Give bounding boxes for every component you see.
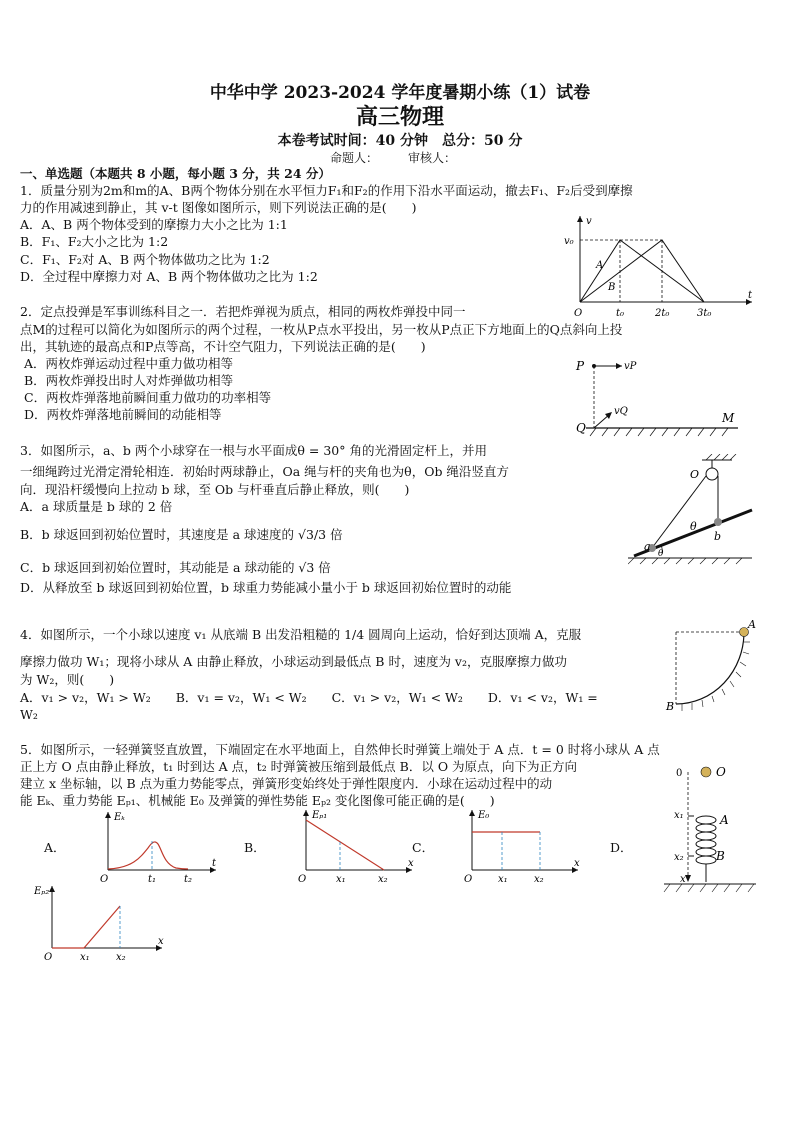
q5-option-a-label: A． <box>44 840 66 855</box>
q2-vq-label: vQ <box>614 406 628 417</box>
q1-stem-line1: 1．质量分别为2m和m的A、B两个物体分别在水平恒力F₁和F₂的作用下沿水平面运动，撤去F₁、F₂后受到摩擦 <box>20 183 633 198</box>
q3-stem-line3: 向．现沿杆缓慢向上拉动 b 球，至 Ob 与杆垂直后静止释放，则( ) <box>20 482 410 497</box>
q5-graph-d-x2: x₂ <box>116 952 126 963</box>
q3-option-c: C．b 球返回到初始位置时，其动能是 a 球动能的 √3 倍 <box>20 560 331 575</box>
q1-option-a: A．A、B 两个物体受到的摩擦力大小之比为 1:1 <box>20 217 288 232</box>
q3-stem-line1: 3．如图所示，a、b 两个小球穿在一根与水平面成θ = 30° 角的光滑固定杆上，并用 <box>20 443 487 458</box>
q4-b-label: B <box>666 700 675 713</box>
q1-t0-label: t₀ <box>616 308 625 319</box>
q5-graph-b-origin: O <box>298 874 307 885</box>
q2-projectile-figure <box>572 348 742 440</box>
q3-rod-figure <box>628 454 756 566</box>
q5-x-axis-label: x <box>680 874 686 885</box>
q5-spring-figure <box>660 756 760 900</box>
q2-q-label: Q <box>576 421 586 435</box>
q1-origin-label: O <box>574 308 583 319</box>
q1-vt-graph <box>562 210 762 322</box>
q4-options-line1: A．v₁ > v₂，W₁ > W₂ B．v₁ = v₂，W₁ < W₂ C．v₁ > v₂，W₁ < W₂ D．v₁ < v₂，W₁ = <box>20 690 598 705</box>
authors-line: 命题人： 审核人： <box>330 151 457 165</box>
q2-option-c: C．两枚炸弹落地前瞬间重力做功的功率相等 <box>24 390 272 405</box>
q4-stem-line1: 4．如图所示，一个小球以速度 v₁ 从底端 B 出发沿粗糙的 1/4 圆周向上运动，恰好到达顶端 A，克服 <box>20 627 582 642</box>
q4-options-line2: W₂ <box>20 707 38 722</box>
q3-o-label: O <box>690 468 700 481</box>
q2-stem-line2: 点M的过程可以简化为如图所示的两个过程，一枚从P点水平投出，另一枚从P点正下方地面上的Q点斜向上投 <box>20 322 623 337</box>
q4-a-label: A <box>748 620 756 631</box>
q5-graph-a-y-label: Eₖ <box>114 812 125 823</box>
q5-graph-c <box>458 806 584 886</box>
subject-title: 高三物理 <box>355 104 444 130</box>
q2-option-b: B．两枚炸弹投出时人对炸弹做功相等 <box>24 373 234 388</box>
q5-graph-c-y-label: E₀ <box>478 810 490 821</box>
q5-graph-a-t1: t₁ <box>148 874 157 885</box>
q5-option-d-label: D． <box>610 840 633 855</box>
q5-graph-d-x-label: x <box>158 936 164 947</box>
q4-stem-line2: 摩擦力做功 W₁；现将小球从 A 由静止释放，小球运动到最低点 B 时，速度为 v₂，克服摩擦力做功 <box>20 654 567 669</box>
q2-option-d: D．两枚炸弹落地前瞬间的动能相等 <box>24 407 222 422</box>
q5-graph-b-x2: x₂ <box>378 874 388 885</box>
q2-option-a: A．两枚炸弹运动过程中重力做功相等 <box>24 356 234 371</box>
q5-graph-c-x-label: x <box>574 858 580 869</box>
q5-graph-c-x2: x₂ <box>534 874 544 885</box>
q3-option-a: A．a 球质量是 b 球的 2 倍 <box>20 499 173 514</box>
q5-graph-d-origin: O <box>44 952 53 963</box>
q3-option-b: B．b 球返回到初始位置时，其速度是 a 球速度的 √3/3 倍 <box>20 527 343 542</box>
q5-stem-line2: 正上方 O 点由静止释放，t₁ 时到达 A 点，t₂ 时弹簧被压缩到最低点 B．以 O 为原点，向下为正方向 <box>20 759 578 774</box>
q2-stem-line1: 2．定点投弹是军事训练科目之一．若把炸弹视为质点，相同的两枚炸弹投中同一 <box>20 304 466 319</box>
q5-stem-line1: 5．如图所示，一轻弹簧竖直放置，下端固定在水平地面上，自然伸长时弹簧上端处于 A 点．t = 0 时将小球从 A 点 <box>20 742 660 757</box>
q5-o-label: O <box>716 765 726 779</box>
q3-theta-base-label: θ <box>658 549 664 559</box>
time-and-score: 本卷考试时间：40 分钟 总分：50 分 <box>277 133 523 149</box>
q5-x1-label: x₁ <box>674 810 684 821</box>
q5-graph-b-y-label: Eₚ₁ <box>312 810 328 821</box>
q1-v0-label: v₀ <box>564 236 574 247</box>
q3-option-d: D．从释放至 b 球返回到初始位置，b 球重力势能减小量小于 b 球返回初始位置时的动能 <box>20 580 512 595</box>
q3-theta-label: θ <box>690 520 697 533</box>
q2-p-label: P <box>576 359 585 373</box>
section-heading: 一、单选题（本题共 8 小题，每小题 3 分，共 24 分） <box>20 166 331 181</box>
q1-curve-a-label: A <box>596 260 604 271</box>
q1-option-c: C．F₁、F₂对 A、B 两个物体做功之比为 1:2 <box>20 252 270 267</box>
q2-m-label: M <box>722 411 735 425</box>
q3-b-label: b <box>714 530 722 543</box>
q5-graph-a-origin: O <box>100 874 109 885</box>
q4-stem-line3: 为 W₂，则( ) <box>20 672 115 687</box>
q5-graph-a-t2: t₂ <box>184 874 193 885</box>
q5-a-label: A <box>720 813 729 827</box>
q1-2t0-label: 2t₀ <box>655 308 670 319</box>
q1-t-axis-label: t <box>748 290 753 301</box>
q5-option-b-label: B． <box>244 840 266 855</box>
q5-graph-b <box>292 806 418 886</box>
q4-quarter-circle-figure <box>664 620 764 716</box>
q2-stem-line3: 出，其轨迹的最高点和P点等高，不计空气阻力，下列说法正确的是( ) <box>20 339 426 354</box>
exam-title: 中华中学 2023-2024 学年度暑期小练（1）试卷 <box>209 83 591 103</box>
q1-stem-line2: 力的作用减速到静止，其 v-t 图像如图所示，则下列说法正确的是( ) <box>20 200 417 215</box>
q1-curve-b-label: B <box>608 282 616 293</box>
q5-stem-line3: 建立 x 坐标轴，以 B 点为重力势能零点，弹簧形变始终处于弹性限度内．小球在运动过程中的动 <box>20 776 553 791</box>
q1-option-b: B．F₁、F₂大小之比为 1:2 <box>20 234 169 249</box>
q2-vp-label: vP <box>624 361 637 372</box>
q5-option-c-label: C． <box>412 840 435 855</box>
q5-zero-label: 0 <box>676 768 683 779</box>
q5-graph-d-x1: x₁ <box>80 952 90 963</box>
q1-option-d: D．全过程中摩擦力对 A、B 两个物体做功之比为 1:2 <box>20 269 318 284</box>
q5-x2-label: x₂ <box>674 852 684 863</box>
q5-graph-d <box>34 882 168 964</box>
q5-stem-line4: 能 Eₖ、重力势能 Eₚ₁、机械能 E₀ 及弹簧的弹性势能 Eₚ₂ 变化图像可能正确的是( ) <box>20 793 495 808</box>
q5-graph-b-x-label: x <box>408 858 414 869</box>
q5-b-label: B <box>716 849 725 863</box>
q3-a-label: a <box>644 540 651 553</box>
q5-graph-b-x1: x₁ <box>336 874 346 885</box>
q5-graph-c-x1: x₁ <box>498 874 508 885</box>
q5-graph-c-origin: O <box>464 874 473 885</box>
q5-graph-a-x-label: t <box>212 858 217 869</box>
q5-graph-d-y-label: Eₚ₂ <box>34 886 50 897</box>
q1-v-axis-label: v <box>586 216 592 227</box>
q3-stem-line2: 一细绳跨过光滑定滑轮相连．初始时两球静止，Oa 绳与杆的夹角也为θ，Ob 绳沿竖直方 <box>20 464 509 479</box>
q1-3t0-label: 3t₀ <box>697 308 712 319</box>
q5-graph-a <box>92 808 222 886</box>
